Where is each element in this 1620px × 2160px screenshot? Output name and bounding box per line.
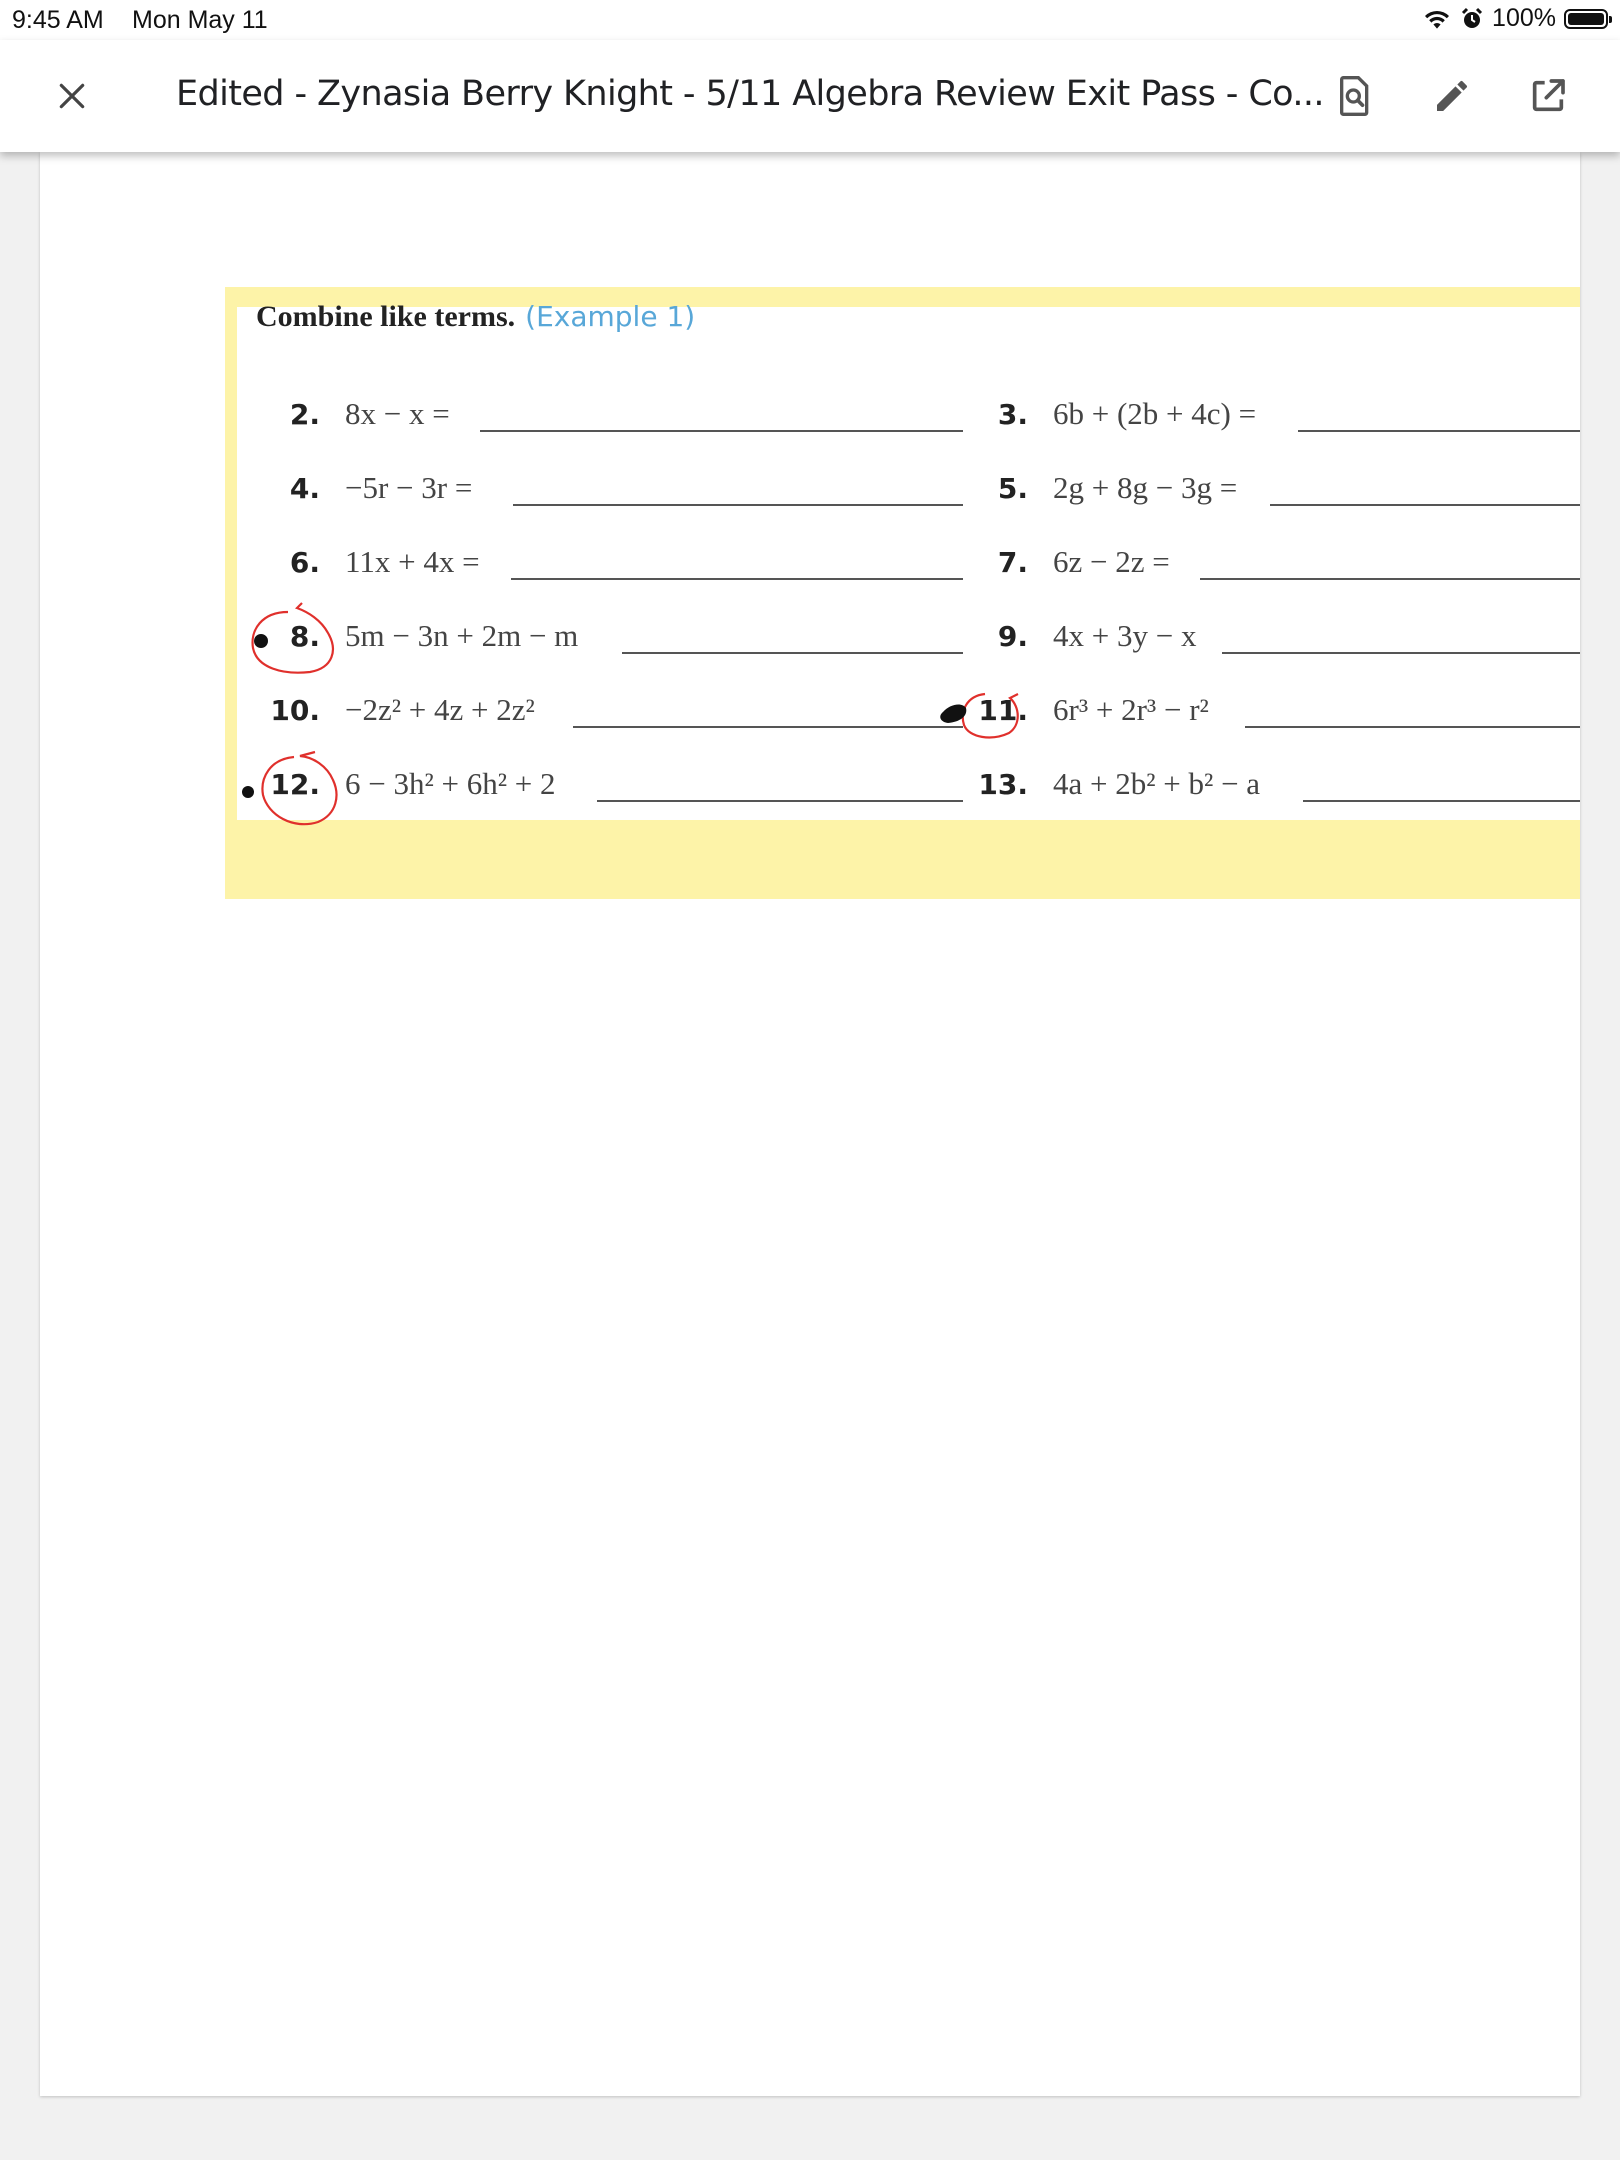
find-in-page-button[interactable] (1327, 68, 1383, 124)
edit-button[interactable] (1424, 68, 1480, 124)
problem-expression: 2g + 8g − 3g = (1053, 470, 1238, 505)
problem-number: 4. (289, 472, 320, 505)
answer-blank[interactable] (513, 504, 963, 506)
problem-number: 7. (997, 546, 1028, 579)
problem-expression: 6r³ + 2r³ − r² (1053, 692, 1209, 727)
battery-icon (1564, 9, 1608, 29)
find-in-page-icon (1335, 74, 1375, 118)
answer-blank[interactable] (1245, 726, 1580, 728)
problem-number: 2. (289, 398, 320, 431)
heading-text: Combine like terms. (256, 300, 516, 333)
problem-number: 13. (978, 768, 1028, 801)
problem-expression: −5r − 3r = (345, 470, 473, 505)
viewer-toolbar (0, 40, 1620, 152)
answer-blank[interactable] (1222, 652, 1580, 654)
problem-number: 8. (289, 620, 320, 653)
problem-number: 9. (997, 620, 1028, 653)
answer-blank[interactable] (1298, 430, 1580, 432)
wifi-icon (1422, 7, 1452, 31)
answer-blank[interactable] (480, 430, 963, 432)
problem-expression: 4a + 2b² + b² − a (1053, 766, 1261, 801)
battery-percent: 100% (1492, 4, 1556, 32)
problem-number: 11. (978, 694, 1028, 727)
answer-blank[interactable] (597, 800, 963, 802)
problem-number: 10. (270, 694, 320, 727)
problem-expression: 8x − x = (345, 396, 450, 431)
problem-expression: 11x + 4x = (345, 544, 480, 579)
problem-expression: 6b + (2b + 4c) = (1053, 396, 1257, 431)
problem-expression: −2z² + 4z + 2z² (345, 692, 535, 727)
document-title: Edited - Zynasia Berry Knight - 5/11 Algebra Review Exit Pass - Co... (176, 74, 1324, 114)
open-external-icon (1528, 76, 1568, 116)
problem-number: 12. (270, 768, 320, 801)
example-link: (Example 1) (525, 300, 696, 333)
problem-expression: 4x + 3y − x (1053, 618, 1197, 653)
problem-number: 5. (997, 472, 1028, 505)
answer-blank[interactable] (622, 652, 963, 654)
close-icon (56, 80, 88, 112)
status-date: Mon May 11 (132, 6, 268, 34)
answer-blank[interactable] (1270, 504, 1580, 506)
status-right (1422, 4, 1608, 33)
problem-number: 3. (997, 398, 1028, 431)
status-bar (0, 0, 1620, 40)
answer-blank[interactable] (511, 578, 963, 580)
status-time: 9:45 AM (12, 6, 104, 34)
open-external-button[interactable] (1520, 68, 1576, 124)
answer-blank[interactable] (1303, 800, 1580, 802)
edit-pencil-icon (1432, 76, 1472, 116)
worksheet-image (225, 287, 1580, 899)
problem-expression: 6 − 3h² + 6h² + 2 (345, 766, 556, 801)
problem-number: 6. (289, 546, 320, 579)
close-button[interactable] (46, 70, 98, 122)
alarm-icon (1460, 7, 1484, 31)
answer-blank[interactable] (573, 726, 963, 728)
answer-blank[interactable] (1200, 578, 1580, 580)
problem-expression: 5m − 3n + 2m − m (345, 618, 579, 653)
problem-expression: 6z − 2z = (1053, 544, 1170, 579)
worksheet-heading (256, 300, 695, 334)
